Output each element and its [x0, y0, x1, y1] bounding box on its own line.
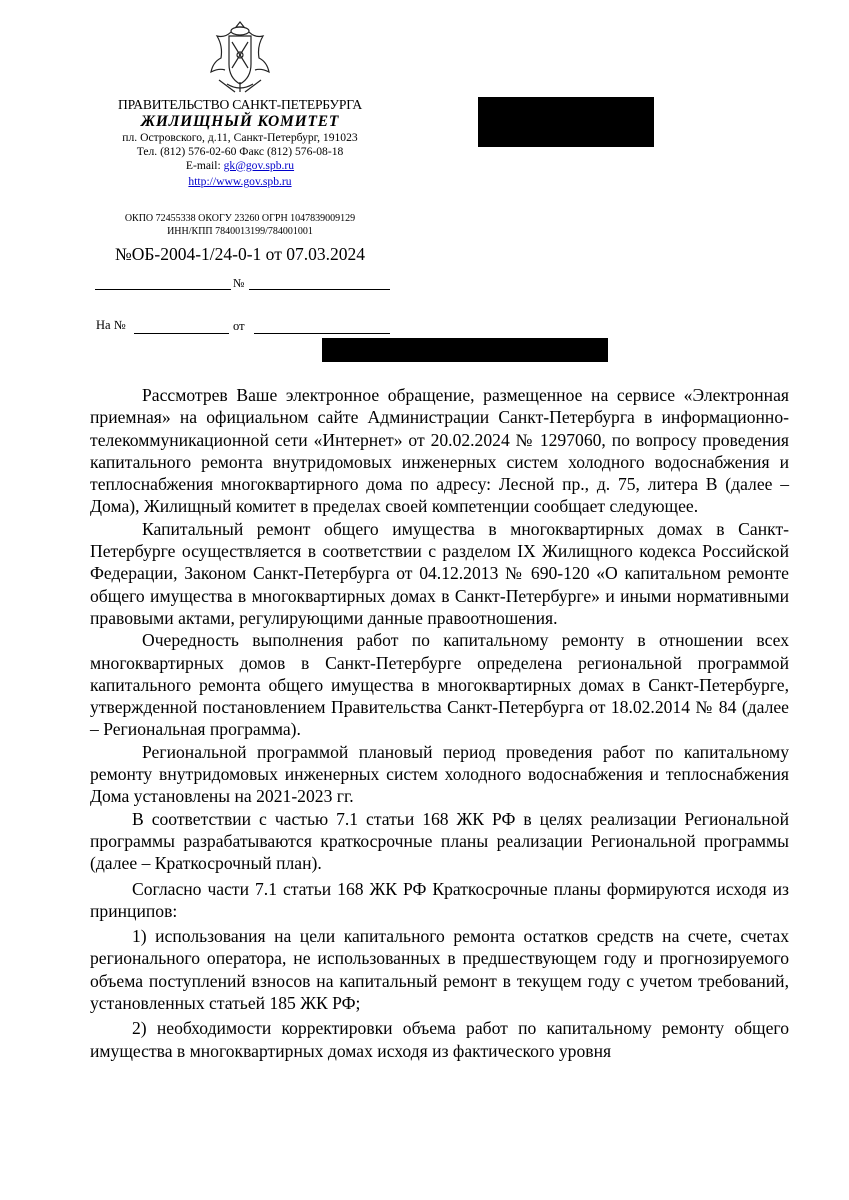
- paragraph-5: В соответствии с частью 7.1 статьи 168 ЖК РФ в целях реализации Региональной программы разрабатываются краткосрочные планы реализации Региональной программы (далее – Краткосрочный план).: [90, 808, 789, 874]
- list-item-1: 1) использования на цели капитального ремонта остатков средств на счете, счетах регионального оператора, не использованных в предшествующем году и прогнозируемого объема поступлений взносов на капитальный ремонт в текущем году с учетом требований, установленных статьей 185 ЖК РФ;: [90, 926, 789, 1014]
- email-line: [90, 159, 390, 173]
- redacted-addressee: [478, 97, 654, 147]
- paragraph-3: Очередность выполнения работ по капитальному ремонту в отношении всех многоквартирных домов в Санкт-Петербурге определена региональной программой капитального ремонта общего имущества в многоквартирных домах в Санкт-Петербурге, утвержденной постановлением Правительства Санкт-Петербурга от 18.02.2014 № 84 (далее – Региональная программа).: [90, 630, 789, 740]
- paragraph-2: Капитальный ремонт общего имущества в многоквартирных домах в Санкт-Петербурге осуществляется в соответствии с разделом IX Жилищного кодекса Российской Федерации, Законом Санкт-Петербурга от 04.12.2013 № 690-120 «О капитальном ремонте общего имущества в многоквартирных домах в Санкт-Петербурге» и иными нормативными правовыми актами, регулирующими данные правоотношения.: [90, 518, 789, 628]
- list-item-2: 2) необходимости корректировки объема работ по капитальному ремонту общего имущества в многоквартирных домах исходя из фактического уровня: [90, 1018, 789, 1061]
- from-label: от: [233, 319, 245, 333]
- committee-name: ЖИЛИЩНЫЙ КОМИТЕТ: [140, 113, 340, 131]
- email-link[interactable]: gk@gov.spb.ru: [223, 158, 295, 172]
- coat-of-arms-emblem: [205, 20, 275, 94]
- government-name: ПРАВИТЕЛЬСТВО САНКТ-ПЕТЕРБУРГА: [117, 97, 363, 112]
- date-blank-line: [95, 289, 231, 290]
- codes-line-1: ОКПО 72455338 ОКОГУ 23260 ОГРН 1047839009129: [124, 213, 356, 225]
- number-blank-line: [249, 289, 390, 290]
- address: пл. Островского, д.11, Санкт-Петербург, 191023: [122, 131, 358, 145]
- reply-number-line: [134, 333, 229, 334]
- paragraph-1: Рассмотрев Ваше электронное обращение, размещенное на сервисе «Электронная приемная» на официальном сайте Администрации Санкт-Петербурга в информационно-телекоммуникационной сети «Интернет» от 20.02.2024 № 1297060, по вопросу проведения капитального ремонта внутридомовых инженерных систем холодного водоснабжения и теплоснабжения многоквартирного дома по адресу: Лесной пр., д. 75, литера В (далее – Дома), Жилищный комитет в пределах своей компетенции сообщает следующее.: [90, 385, 789, 517]
- paragraph-4: Региональной программой плановый период проведения работ по капитальному ремонту внутридомовых инженерных систем холодного водоснабжения и теплоснабжения Дома установлены на 2021-2023 гг.: [90, 741, 789, 807]
- paragraph-6: Согласно части 7.1 статьи 168 ЖК РФ Краткосрочные планы формируются исходя из принципов:: [90, 878, 789, 921]
- org-codes: [90, 213, 390, 238]
- number-sign: №: [233, 276, 245, 290]
- codes-line-2: ИНН/КПП 7840013199/784001001: [167, 225, 313, 237]
- reply-date-line: [254, 333, 390, 334]
- email-label: E-mail:: [185, 158, 224, 172]
- letter-body: [90, 384, 789, 1062]
- letterhead: [90, 97, 390, 265]
- redacted-salutation: [322, 338, 608, 362]
- registration-number: №ОБ-2004-1/24-0-1 от 07.03.2024: [115, 244, 365, 265]
- website-link[interactable]: http://www.gov.spb.ru: [188, 175, 292, 189]
- phones: Тел. (812) 576-02-60 Факс (812) 576-08-18: [136, 144, 344, 158]
- reply-to-label: На №: [96, 318, 126, 332]
